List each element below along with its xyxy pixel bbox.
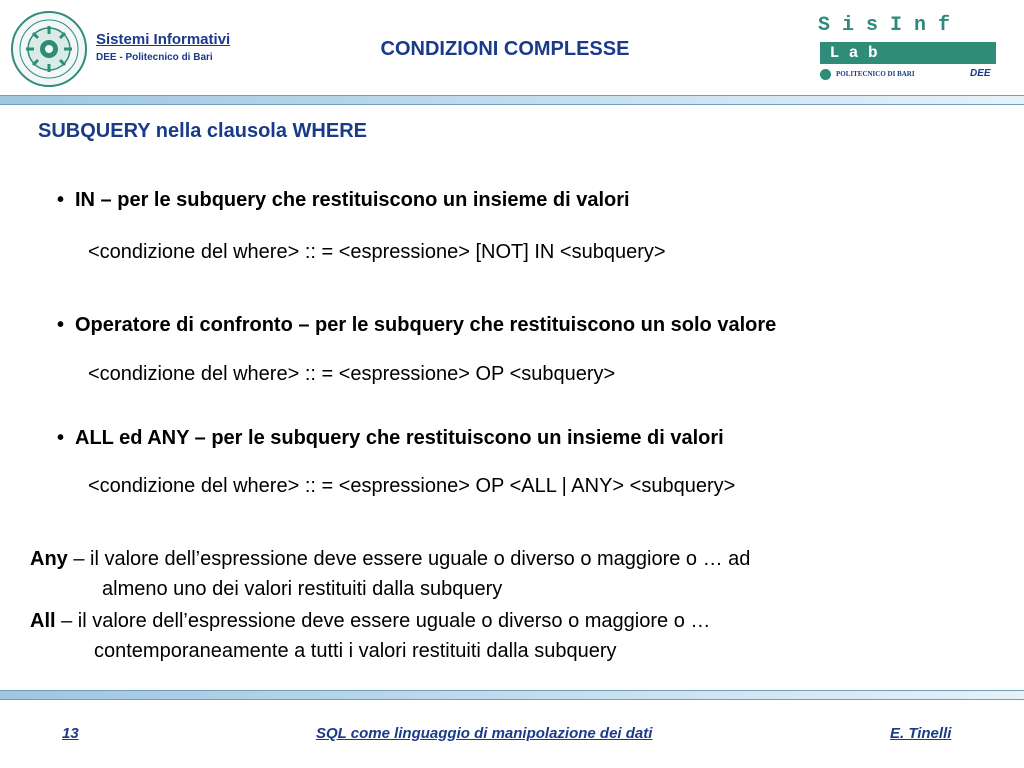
- syntax-comparison-operator: <condizione del where> :: = <espressione> OP <subquery>: [88, 363, 616, 385]
- bullet-marker: •: [57, 314, 65, 336]
- bullet-all-any: [57, 427, 724, 450]
- definition-term: Any: [30, 548, 68, 570]
- lab-logo-row1: S i s I n f: [818, 14, 951, 37]
- definition-text: – il valore dell’espressione deve essere uguale o diverso o maggiore o … ad: [67, 548, 751, 570]
- page-number: 13: [62, 725, 79, 742]
- bullet-label: ALL ed ANY – per le subquery che restituiscono un insieme di valori: [75, 427, 724, 449]
- footer-course-title: SQL come linguaggio di manipolazione dei dati: [316, 725, 653, 742]
- footer-divider: [0, 690, 1024, 700]
- header-divider: [0, 95, 1024, 105]
- bullet-in: [57, 189, 630, 212]
- bullet-marker: •: [57, 189, 65, 211]
- bullet-label: Operatore di confronto – per le subquery che restituiscono un solo valore: [75, 314, 777, 336]
- bullet-comparison-operator: [57, 314, 776, 337]
- definition-all-continuation: contemporaneamente a tutti i valori restituiti dalla subquery: [94, 640, 617, 662]
- lab-logo-row2: L a b: [820, 42, 996, 64]
- definition-term: All: [30, 610, 56, 632]
- syntax-all-any: <condizione del where> :: = <espressione> OP <ALL | ANY> <subquery>: [88, 475, 736, 497]
- syntax-in: <condizione del where> :: = <espressione> [NOT] IN <subquery>: [88, 241, 666, 263]
- section-subtitle: SUBQUERY nella clausola WHERE: [38, 120, 367, 142]
- definition-all: [30, 610, 710, 633]
- definition-text: – il valore dell’espressione deve essere uguale o diverso o maggiore o …: [55, 610, 711, 632]
- bullet-marker: •: [57, 427, 65, 449]
- lab-logo-row3: [820, 69, 996, 83]
- slide-header: [0, 0, 1024, 95]
- slide-title: CONDIZIONI COMPLESSE: [380, 38, 630, 60]
- gear-icon: [820, 69, 831, 80]
- definition-any: [30, 548, 750, 571]
- definition-any-continuation: almeno uno dei valori restituiti dalla subquery: [102, 578, 503, 600]
- lab-logo-institution: POLITECNICO DI BARI: [836, 70, 915, 78]
- politecnico-seal-logo: [10, 10, 88, 88]
- bullet-label: IN – per le subquery che restituiscono un insieme di valori: [75, 189, 630, 211]
- brand-title: Sistemi Informativi: [96, 31, 231, 48]
- footer-author: E. Tinelli: [890, 725, 952, 742]
- lab-logo-dee: DEE: [970, 68, 991, 79]
- brand-subtitle: DEE - Politecnico di Bari: [96, 52, 213, 63]
- sisinf-lab-logo: [818, 14, 998, 84]
